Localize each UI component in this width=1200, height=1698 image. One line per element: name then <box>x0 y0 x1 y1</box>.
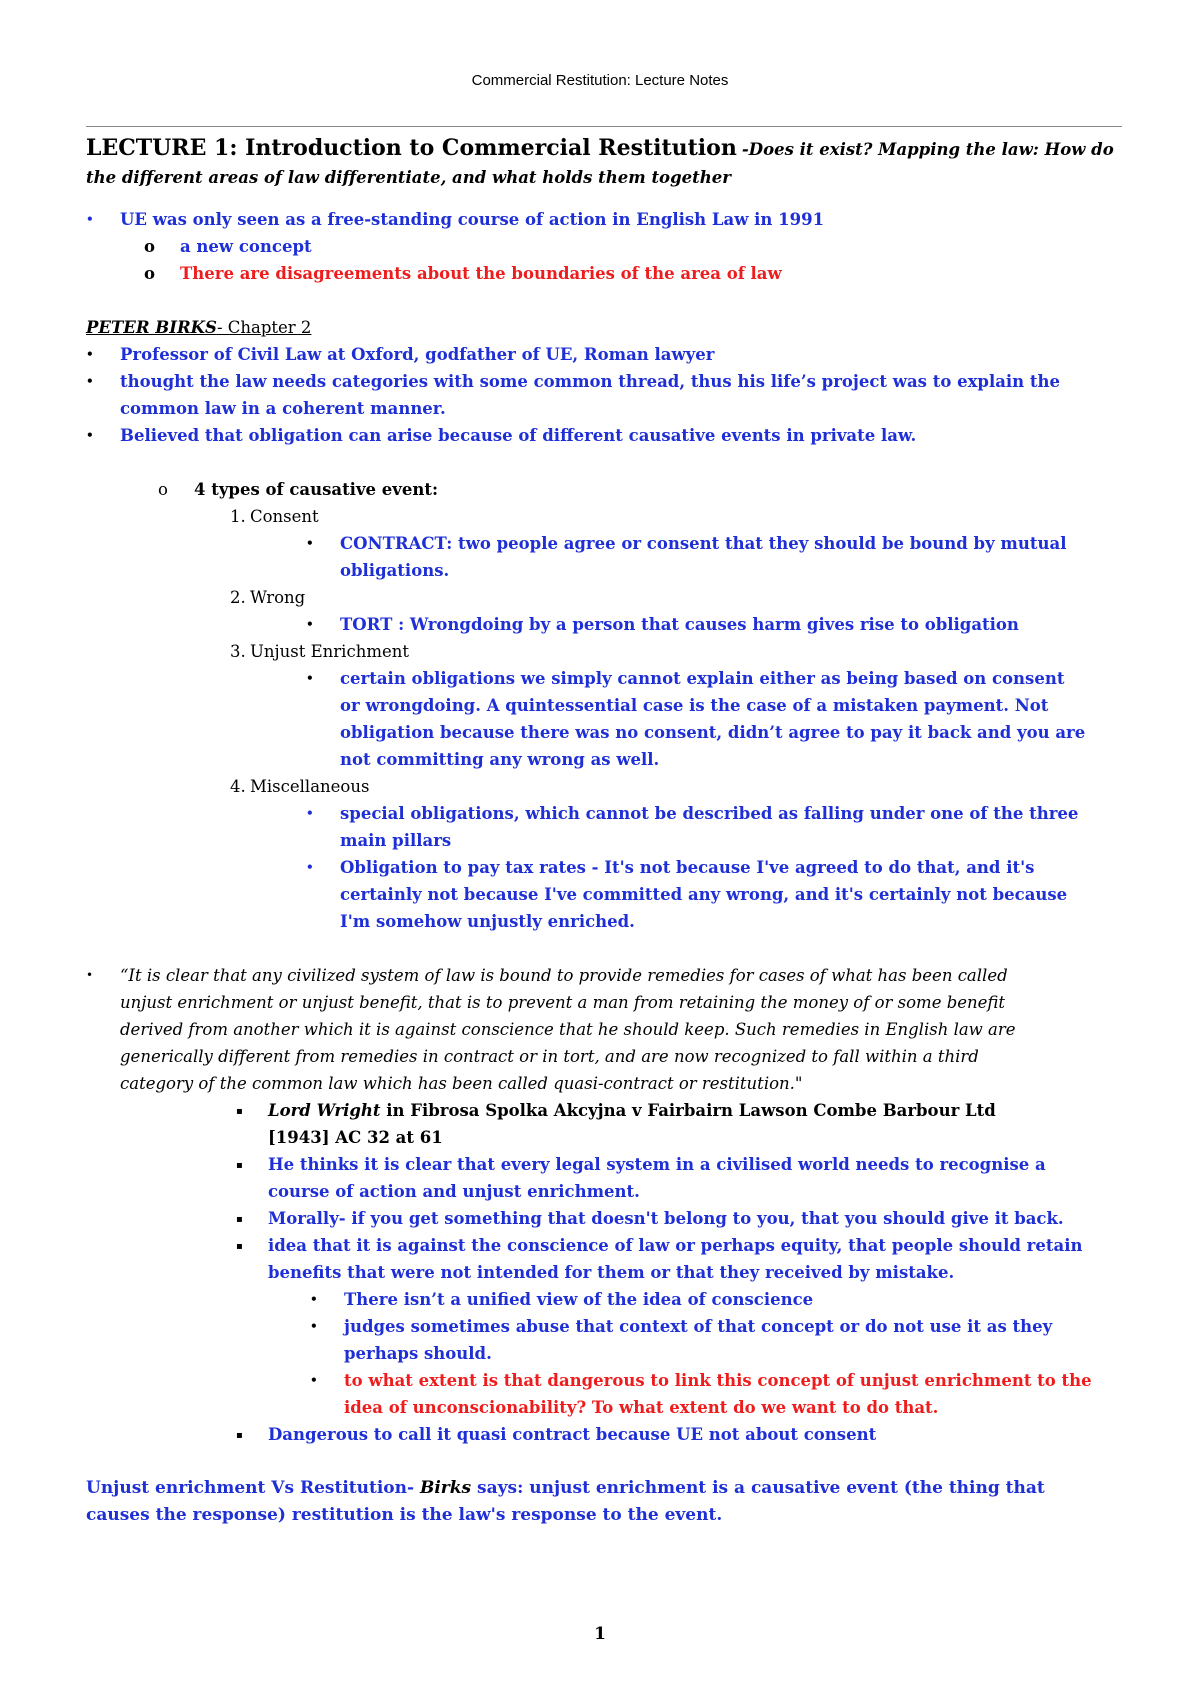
event-consent: 1. Consent <box>230 507 319 526</box>
wright-point-2: ▪ Morally- if you get something that doesn't belong to you, that you should give it back. <box>86 1205 1122 1232</box>
wright-citation: ▪ Lord Wright in Fibrosa Spolka Akcyjna v Fairbairn Lawson Combe Barbour Ltd [1943] AC 32 at 61 <box>86 1097 1122 1151</box>
event-unjust-enrichment-detail: • certain obligations we simply cannot explain either as being based on consent or wrongdoing. A quintessential case is the case of a mistaken payment. Not obligation because there was no consent, didn’t agree to pay it back and you are not committing any wrong as well. <box>86 665 1122 773</box>
bullet-marker: • <box>86 212 94 226</box>
circle-marker: o <box>144 237 156 256</box>
title-sub: -Does it exist? Mapping the law: How do the different areas of law differentiate, and what holds them together <box>86 140 1114 187</box>
wright-quote: • “It is clear that any civilized system of law is bound to provide remedies for cases of what has been called unjust enrichment or unjust benefit, that is to prevent a man from retaining the money of or some benefit derived from another which it is against conscience that he should keep. Such remedies in English law are generically different from remedies in contract or in tort, and are now recognized to fall within a third category of the common law which has been called quasi-contract or restitution." <box>86 962 1122 1097</box>
birks-bullet-3: • Believed that obligation can arise because of different causative events in private law. <box>86 422 1122 449</box>
bullet-marker: • <box>306 860 314 874</box>
bullet-marker: • <box>86 374 94 388</box>
header-rule <box>86 126 1122 127</box>
square-marker: ▪ <box>236 1214 243 1225</box>
intro-bullet: • UE was only seen as a free-standing course of action in English Law in 1991 <box>86 206 1122 233</box>
event-wrong-detail: • TORT : Wrongdoing by a person that causes harm gives rise to obligation <box>86 611 1122 638</box>
event-wrong: 2. Wrong <box>230 588 306 607</box>
page-number: 1 <box>594 1624 606 1644</box>
circle-marker: o <box>144 264 156 283</box>
square-marker: ▪ <box>236 1106 243 1117</box>
circle-marker: o <box>158 480 168 499</box>
intro-sub-2: o There are disagreements about the boundaries of the area of law <box>86 260 1122 287</box>
title-main: LECTURE 1: Introduction to Commercial Restitution <box>86 135 737 161</box>
bullet-marker: • <box>306 536 314 550</box>
square-marker: ▪ <box>236 1160 243 1171</box>
wright-point-1: ▪ He thinks it is clear that every legal system in a civilised world needs to recognise a course of action and unjust enrichment. <box>86 1151 1122 1205</box>
event-misc-detail-2: • Obligation to pay tax rates - It's not because I've agreed to do that, and it's certainly not because I've committed any wrong, and it's certainly not because I'm somehow unjustly enriched. <box>86 854 1122 935</box>
lecture-title <box>86 134 1122 192</box>
closing-paragraph: Unjust enrichment Vs Restitution- Birks says: unjust enrichment is a causative event (the thing that causes the response) restitution is the law's response to the event. <box>86 1478 1045 1525</box>
bullet-marker: • <box>310 1319 318 1333</box>
events-heading: o 4 types of causative event: <box>86 476 1122 503</box>
bullet-marker: • <box>86 968 94 982</box>
birks-bullet-2: • thought the law needs categories with some common thread, thus his life’s project was to explain the common law in a coherent manner. <box>86 368 1122 422</box>
bullet-marker: • <box>306 671 314 685</box>
bullet-marker: • <box>306 806 314 820</box>
square-marker: ▪ <box>236 1241 243 1252</box>
event-misc-detail-1: • special obligations, which cannot be described as falling under one of the three main pillars <box>86 800 1122 854</box>
conscience-point-1: • There isn’t a unified view of the idea of conscience <box>86 1286 1122 1313</box>
conscience-point-2: • judges sometimes abuse that context of that concept or do not use it as they perhaps should. <box>86 1313 1122 1367</box>
bullet-marker: • <box>310 1373 318 1387</box>
bullet-marker: • <box>310 1292 318 1306</box>
event-miscellaneous: 4. Miscellaneous <box>230 777 370 796</box>
wright-point-3: ▪ idea that it is against the conscience of law or perhaps equity, that people should retain benefits that were not intended for them or that they received by mistake. <box>86 1232 1122 1286</box>
event-unjust-enrichment: 3. Unjust Enrichment <box>230 642 409 661</box>
wright-point-4: ▪ Dangerous to call it quasi contract because UE not about consent <box>86 1421 1122 1448</box>
bullet-marker: • <box>306 617 314 631</box>
square-marker: ▪ <box>236 1430 243 1441</box>
page-content <box>86 134 1122 1529</box>
bullet-marker: • <box>86 428 94 442</box>
bullet-marker: • <box>86 347 94 361</box>
birks-heading: PETER BIRKS- Chapter 2 <box>86 318 312 337</box>
event-consent-detail: • CONTRACT: two people agree or consent that they should be bound by mutual obligations. <box>86 530 1122 584</box>
conscience-point-3: • to what extent is that dangerous to link this concept of unjust enrichment to the idea of unconscionability? To what extent do we want to do that. <box>86 1367 1122 1421</box>
running-header: Commercial Restitution: Lecture Notes <box>471 72 729 89</box>
birks-bullet-1: • Professor of Civil Law at Oxford, godfather of UE, Roman lawyer <box>86 341 1122 368</box>
intro-sub-1: o a new concept <box>86 233 1122 260</box>
